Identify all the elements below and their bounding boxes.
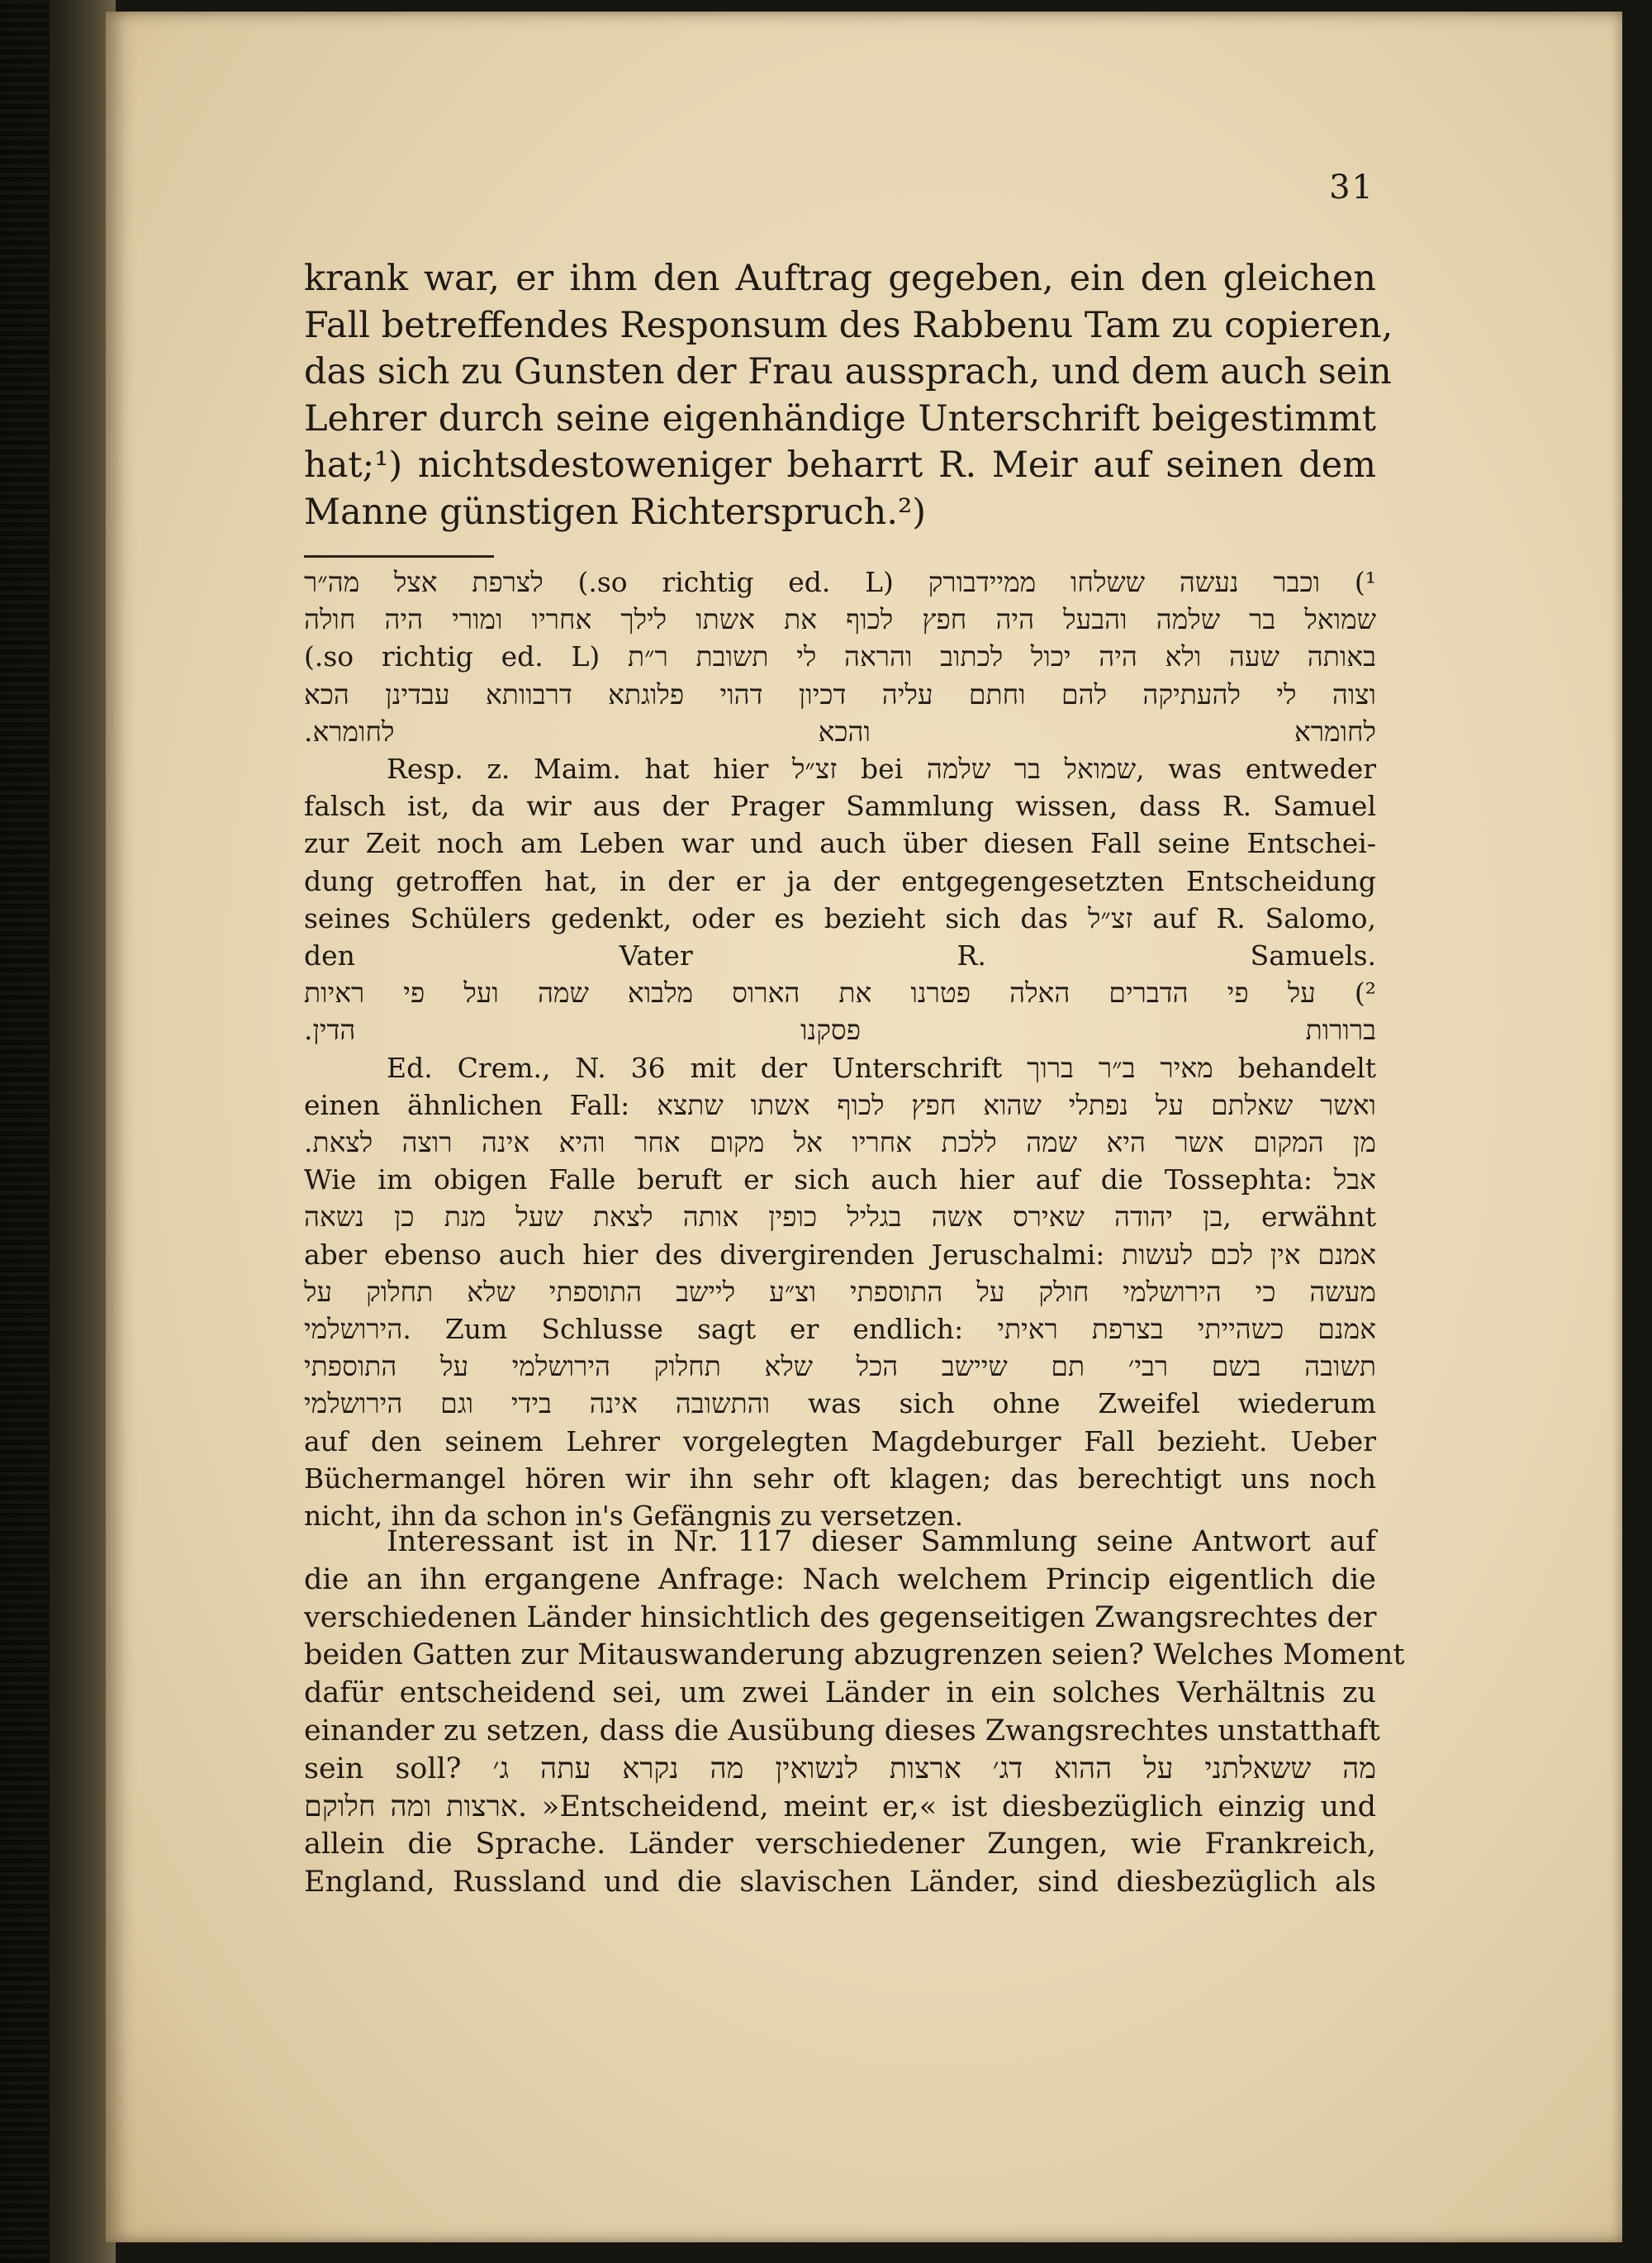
footnote-line: מעשה כי הירושלמי חולק על התוספתי וצ״ע ליישב התוספתי שלא תחלוק על	[304, 1275, 1376, 1308]
footnote-line: aber ebenso auch hier des divergirenden Jeruschalmi: אמנם אין לכם לעשות	[304, 1238, 1376, 1271]
text-line: dafür entscheidend sei, um zwei Länder in ein solches Verhältnis zu	[304, 1676, 1376, 1710]
footnote-line: בן יהודה שאירס אשה בגליל כופין אותה לצאת שעל מנת כן נשאה, erwähnt	[304, 1200, 1377, 1234]
footnote-line: Büchermangel hören wir ihn sehr oft klagen; das berechtigt uns noch	[304, 1462, 1376, 1495]
footnote-line: Ed. Crem., N. 36 mit der Unterschrift מאיר ב״ר ברוך behandelt	[387, 1051, 1377, 1084]
footnote-line: zur Zeit noch am Leben war und auch über diesen Fall seine Entschei-	[304, 827, 1376, 860]
text-line: Fall betreffendes Responsum des Rabbenu Tam zu copieren,	[304, 304, 1393, 346]
text-line: einander zu setzen, dass die Ausübung dieses Zwangsrechtes unstatthaft	[304, 1714, 1380, 1747]
footnote-line: dung getroffen hat, in der er ja der entgegengesetzten Entscheidung	[304, 864, 1376, 897]
footnotes	[304, 563, 1376, 1534]
text-line: das sich zu Gunsten der Frau aussprach, und dem auch sein	[304, 351, 1392, 392]
footnote-line: הירושלמי. Zum Schlusse sagt er endlich: אמנם כשהייתי בצרפת ראיתי	[304, 1313, 1377, 1346]
footnote-divider	[304, 555, 494, 558]
footnote-line: auf den seinem Lehrer vorgelegten Magdeburger Fall bezieht. Ueber	[304, 1424, 1376, 1457]
footnote-line: והתשובה אינה בידי וגם הירושלמי was sich ohne Zweifel wiederum	[304, 1387, 1377, 1420]
text-line: hat;¹) nichtsdestoweniger beharrt R. Meir auf seinen dem	[304, 445, 1376, 486]
text-line: Lehrer durch seine eigenhändige Unterschrift beigestimmt	[304, 397, 1376, 440]
footnote-line: Resp. z. Maim. hat hier זצ״ל bei שמואל בר שלמה, was entweder	[387, 753, 1376, 786]
text-line: ארצות ומה חלוקם. »Entscheidend, meint er,« ist diesbezüglich einzig und	[304, 1790, 1377, 1823]
scanned-page	[106, 12, 1622, 2242]
text-line: krank war, er ihm den Auftrag gegeben, ein den gleichen	[304, 258, 1376, 299]
text-line: Manne günstigen Richterspruch.²)	[304, 491, 927, 533]
footnote-line: ¹) וכבר נעשה ששלחו ממיידבורק (so richtig ed. L.) לצרפת אצל מה״ר	[304, 566, 1376, 598]
text-line: verschiedenen Länder hinsichtlich des gegenseitigen Zwangsrechtes der	[304, 1600, 1377, 1634]
page-number: 31	[1329, 169, 1374, 207]
text-line: sein soll? מה ששאלתני על ההוא דג׳ ארצות לנשואין מה נקרא עתה ג׳	[304, 1752, 1376, 1785]
book-spine	[0, 0, 50, 2263]
footnote-line: מן המקום אשר היא שמה ללכת אחריו אל מקום אחר והיא אינה רוצה לצאת.	[304, 1126, 1376, 1159]
footnote-line: ²) על פי הדברים האלה פטרנו את הארוס מלבוא שמה ועל פי ראיות	[304, 977, 1376, 1010]
footnote-line: ברורות פסקנו הדין.	[304, 1014, 1376, 1047]
footnote-line: שמואל בר שלמה והבעל היה חפץ לכוף את אשתו לילך אחריו ומורי היה חולה	[304, 603, 1376, 636]
text-line: beiden Gatten zur Mitauswanderung abzugrenzen seien? Welches Moment	[304, 1638, 1405, 1672]
footnote-line: תשובה בשם רבי׳ תם שיישב הכל שלא תחלוק הירושלמי על התוספתי	[304, 1350, 1376, 1383]
text-line: England, Russland und die slavischen Länder, sind diesbezüglich als	[304, 1866, 1376, 1899]
footnote-line: Wie im obigen Falle beruft er sich auch hier auf die Tossephta: אבל	[304, 1163, 1376, 1196]
text-line: allein die Sprache. Länder verschiedener Zungen, wie Frankreich,	[304, 1828, 1376, 1861]
footnote-line: לחומרא והכא לחומרא.	[304, 715, 1376, 748]
footnote-line: וצוה לי להעתיקה להם וחתם עליה דכיון דהוי פלוגתא דרבוותא עבדינן הכא	[304, 677, 1376, 711]
text-line: die an ihn ergangene Anfrage: Nach welchem Princip eigentlich die	[304, 1562, 1376, 1596]
footnote-line: den Vater R. Samuels.	[304, 939, 1376, 972]
footnote-line: falsch ist, da wir aus der Prager Sammlung wissen, dass R. Samuel	[304, 790, 1376, 823]
footnote-line: באותה שעה ולא היה יכול לכתוב והראה לי תשובת ר״ת (so richtig ed. L.)	[304, 640, 1376, 673]
continuation-paragraph	[304, 1524, 1405, 1902]
footnote-line: einen ähnlichen Fall: ואשר שאלתם על נפתלי שהוא חפץ לכוף אשתו שתצא	[304, 1088, 1376, 1121]
footnote-line: nicht, ihn da schon in's Gefängnis zu versetzen.	[304, 1500, 964, 1533]
footnote-line: seines Schülers gedenkt, oder es bezieht sich das זצ״ל auf R. Salomo,	[304, 901, 1376, 934]
text-line: Interessant ist in Nr. 117 dieser Sammlung seine Antwort auf	[387, 1525, 1376, 1558]
main-paragraph	[304, 255, 1393, 535]
